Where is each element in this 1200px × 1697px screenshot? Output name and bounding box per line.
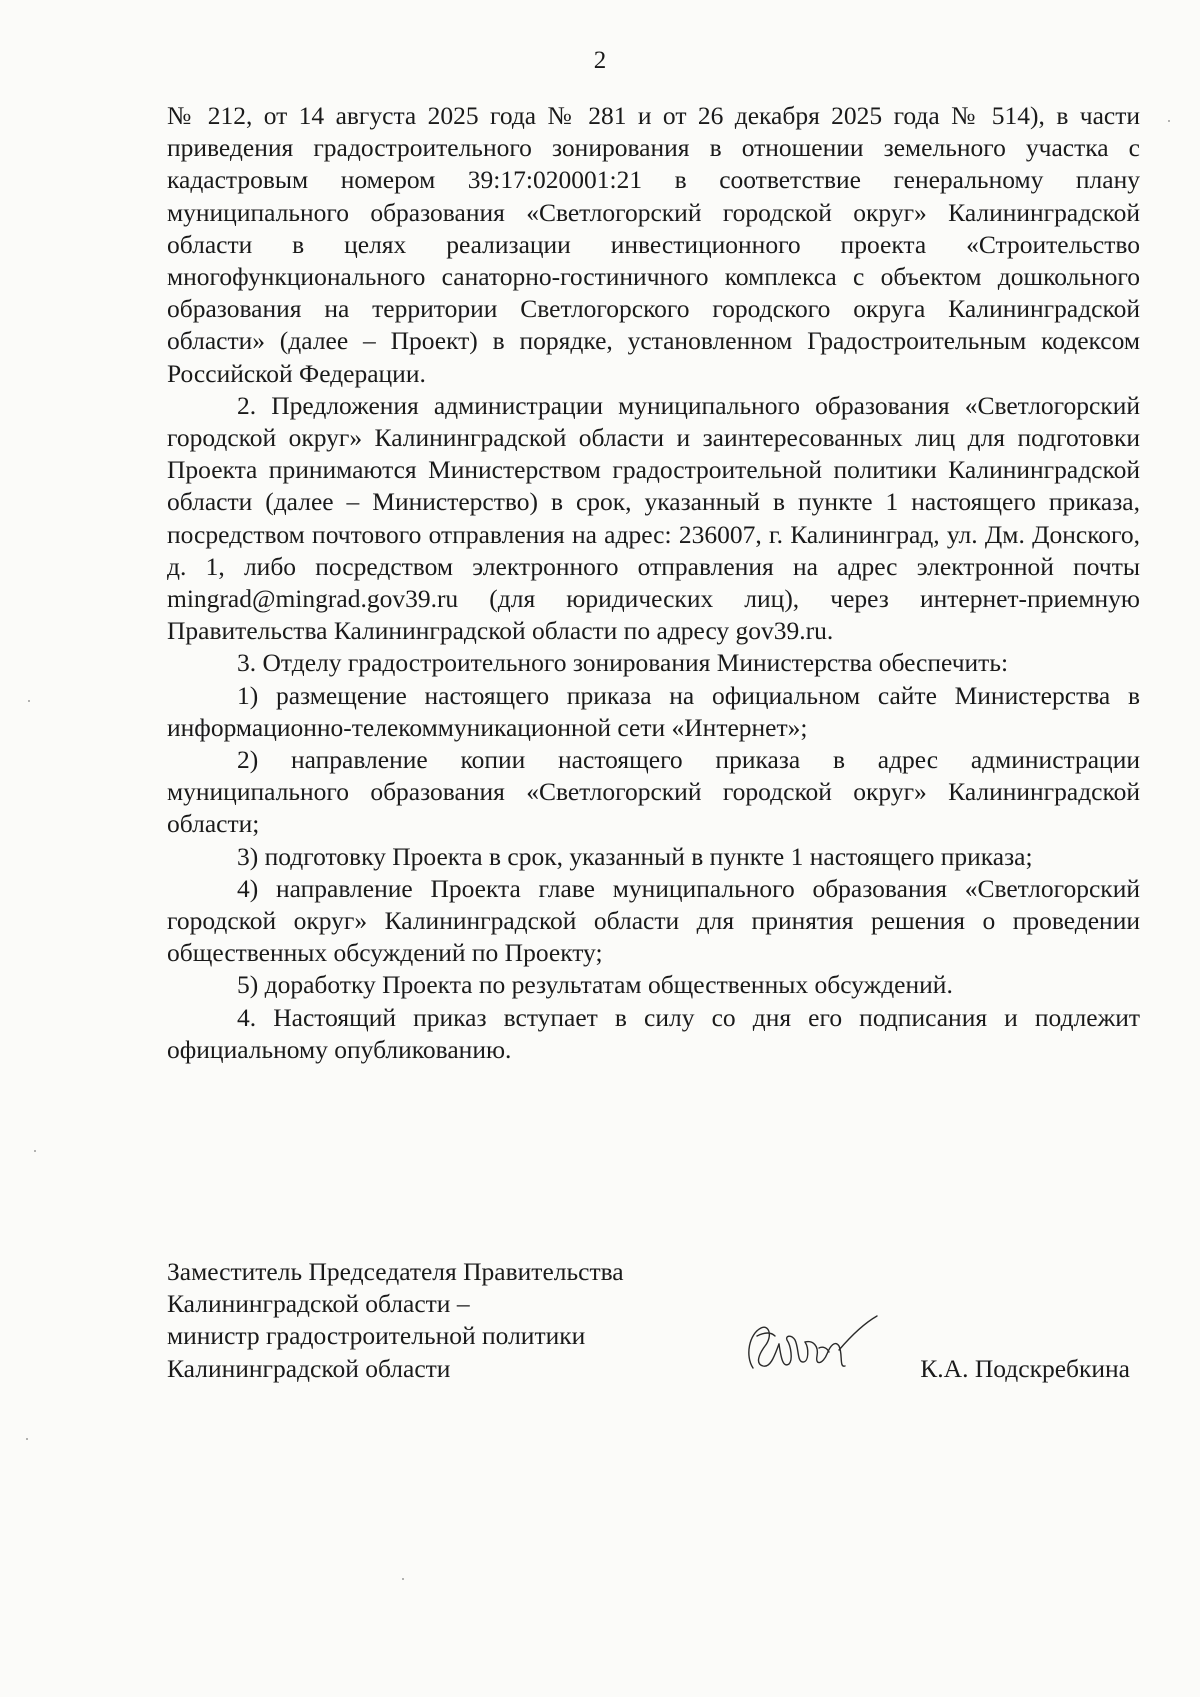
subitem-3-3: 3) подготовку Проекта в срок, указанный в пункте 1 настоящего приказа; <box>237 841 1033 871</box>
paragraph-item-4: 4. Настоящий приказ вступает в силу со дня его подписания и подлежит официальному опубликованию. <box>167 1002 1140 1064</box>
signatory-position-line-3: министр градостроительной политики <box>167 1321 586 1351</box>
subitem-3-1: 1) размещение настоящего приказа на официальном сайте Министерства в информационно-телекоммуникационной сети «Интернет»; <box>167 680 1140 742</box>
subitem-3-2: 2) направление копии настоящего приказа в адрес администрации муниципального образования «Светлогорский городской округ» Калининградской области; <box>167 745 1140 839</box>
signatory-name: К.А. Подскребкина <box>920 1354 1130 1383</box>
signatory-position-line-4: Калининградской области <box>167 1353 451 1383</box>
paragraph-item-2: 2. Предложения администрации муниципального образования «Светлогорский городской округ» Калининградской области и заинтересованных лиц для подготовки Проекта принимаются Министерством градостроительной политики Калининградской области (далее – Министерство) в срок, указанный в пункте 1 настоящего приказа, посредством почтового отправления на адрес: 236007, г. Калининград, ул. Дм. Донского, д. 1, либо посредством электронного отправления на адрес электронной почты mingrad@mingrad.gov39.ru (для юридических лиц), через интернет-приемную Правительства Калининградской области по адресу gov39.ru. <box>167 390 1140 646</box>
document-body <box>167 100 1140 1066</box>
paragraph-item-3: 3. Отделу градостроительного зонирования Министерства обеспечить: <box>237 648 1009 678</box>
scan-speck <box>28 700 30 702</box>
scan-speck <box>402 1578 404 1580</box>
scan-speck <box>1168 120 1170 122</box>
scan-speck <box>34 1150 36 1152</box>
paragraph-1-continuation: № 212, от 14 августа 2025 года № 281 и от 26 декабря 2025 года № 514), в части приведения градостроительного зонирования в отношении земельного участка с кадастровым номером 39:17:020001:21 в соответствие генеральному плану муниципального образования «Светлогорский городской округ» Калининградской области в целях реализации инвестиционного проекта «Строительство многофункционального санаторно-гостиничного комплекса с объектом дошкольного образования на территории Светлогорского городского округа Калининградской области» (далее – Проект) в порядке, установленном Градостроительным кодексом Российской Федерации. <box>167 101 1140 388</box>
subitem-3-4: 4) направление Проекта главе муниципального образования «Светлогорский городской округ» Калининградской области для принятия решения о проведении общественных обсуждений по Проекту; <box>167 873 1140 968</box>
subitem-3-5: 5) доработку Проекта по результатам общественных обсуждений. <box>237 970 953 1000</box>
signatory-position-line-2: Калининградской области – <box>167 1289 470 1319</box>
page-number: 2 <box>593 47 607 74</box>
signatory-position-line-1: Заместитель Председателя Правительства <box>167 1257 624 1286</box>
handwritten-signature-icon <box>735 1306 885 1386</box>
signature-block <box>167 1256 1140 1385</box>
scan-speck <box>26 1438 28 1440</box>
